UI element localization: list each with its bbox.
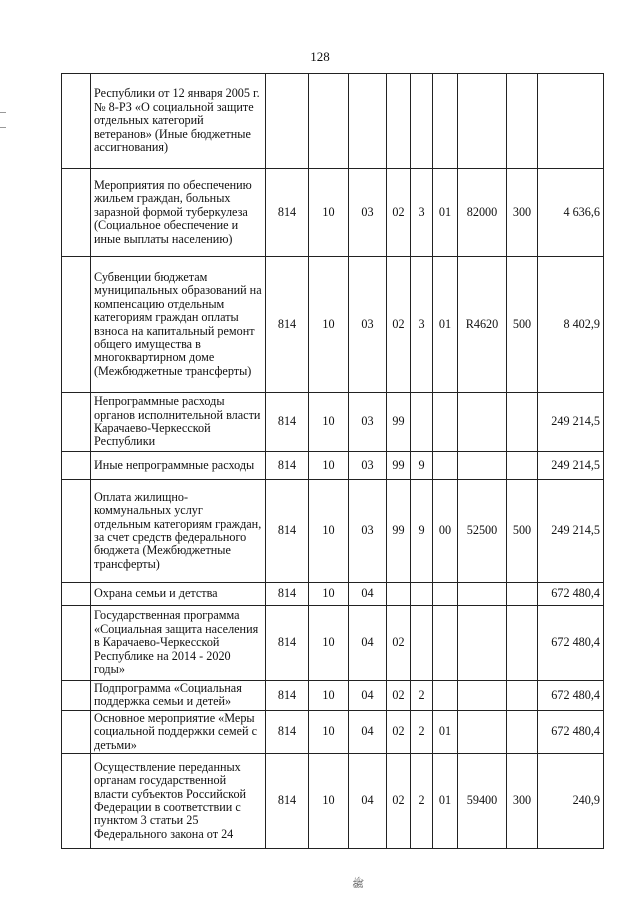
subprogram-code: 2 — [411, 754, 433, 849]
row-name: Республики от 12 января 2005 г. № 8-РЗ «О социальной защите отдельных категорий ветеранов» (Иные бюджетные ассигнования) — [91, 74, 266, 169]
program-code: 02 — [387, 169, 411, 257]
expense-type-code: 500 — [507, 480, 538, 583]
activity-code: 01 — [433, 754, 458, 849]
direction-code — [458, 681, 507, 711]
activity-code: 01 — [433, 257, 458, 393]
expense-type-code: 500 — [507, 257, 538, 393]
subprogram-code — [411, 583, 433, 606]
direction-code — [458, 583, 507, 606]
row-amount: 672 480,4 — [538, 710, 604, 753]
table-row — [62, 393, 604, 452]
subprogram-code: 2 — [411, 710, 433, 753]
section-code — [309, 74, 349, 169]
subsection-code: 03 — [349, 480, 387, 583]
row-name: Субвенции бюджетам муниципальных образований на компенсацию отдельным категориям граждан оплаты взноса на капитальный ремонт общего имущества в многоквартирном доме (Межбюджетные трансферты) — [91, 257, 266, 393]
table-row — [62, 480, 604, 583]
row-amount — [538, 74, 604, 169]
row-name: Мероприятия по обеспечению жильем граждан, больных заразной формой туберкулеза (Социальное обеспечение и иные выплаты населению) — [91, 169, 266, 257]
row-amount: 672 480,4 — [538, 681, 604, 711]
subsection-code: 03 — [349, 169, 387, 257]
expense-type-code — [507, 393, 538, 452]
subprogram-code — [411, 606, 433, 681]
row-indent-cell — [62, 681, 91, 711]
expense-type-code: 300 — [507, 169, 538, 257]
subprogram-code: 3 — [411, 257, 433, 393]
row-indent-cell — [62, 583, 91, 606]
ministry-code: 814 — [266, 393, 309, 452]
program-code: 99 — [387, 393, 411, 452]
row-amount: 672 480,4 — [538, 583, 604, 606]
subprogram-code: 9 — [411, 480, 433, 583]
subprogram-code — [411, 74, 433, 169]
direction-code — [458, 452, 507, 480]
section-code: 10 — [309, 710, 349, 753]
direction-code: 52500 — [458, 480, 507, 583]
subsection-code: 04 — [349, 681, 387, 711]
row-amount: 8 402,9 — [538, 257, 604, 393]
ministry-code: 814 — [266, 606, 309, 681]
table-row — [62, 681, 604, 711]
section-code: 10 — [309, 606, 349, 681]
expense-type-code — [507, 606, 538, 681]
section-code: 10 — [309, 257, 349, 393]
program-code: 99 — [387, 452, 411, 480]
table-row — [62, 583, 604, 606]
table-row — [62, 257, 604, 393]
row-amount: 4 636,6 — [538, 169, 604, 257]
subsection-code: 04 — [349, 583, 387, 606]
section-code: 10 — [309, 681, 349, 711]
direction-code: R4620 — [458, 257, 507, 393]
subprogram-code: 3 — [411, 169, 433, 257]
subsection-code: 03 — [349, 452, 387, 480]
activity-code — [433, 681, 458, 711]
program-code — [387, 74, 411, 169]
row-indent-cell — [62, 257, 91, 393]
row-amount: 249 214,5 — [538, 480, 604, 583]
row-amount: 672 480,4 — [538, 606, 604, 681]
row-indent-cell — [62, 710, 91, 753]
subsection-code: 04 — [349, 754, 387, 849]
table-row — [62, 169, 604, 257]
section-code: 10 — [309, 452, 349, 480]
row-indent-cell — [62, 393, 91, 452]
page-number: 128 — [310, 49, 330, 64]
subprogram-code — [411, 393, 433, 452]
ministry-code: 814 — [266, 480, 309, 583]
subsection-code: 04 — [349, 606, 387, 681]
direction-code — [458, 710, 507, 753]
activity-code: 01 — [433, 169, 458, 257]
ministry-code — [266, 74, 309, 169]
ministry-code: 814 — [266, 583, 309, 606]
ministry-code: 814 — [266, 710, 309, 753]
subprogram-code: 9 — [411, 452, 433, 480]
direction-code: 82000 — [458, 169, 507, 257]
program-code: 99 — [387, 480, 411, 583]
activity-code — [433, 452, 458, 480]
scan-edge-mark — [0, 112, 6, 113]
section-code: 10 — [309, 480, 349, 583]
row-name: Оплата жилищно-коммунальных услуг отдельным категориям граждан, за счет средств федерального бюджета (Межбюджетные трансферты) — [91, 480, 266, 583]
row-name: Иные непрограммные расходы — [91, 452, 266, 480]
row-name: Охрана семьи и детства — [91, 583, 266, 606]
expense-type-code: 300 — [507, 754, 538, 849]
expense-type-code — [507, 710, 538, 753]
row-amount: 249 214,5 — [538, 452, 604, 480]
expense-type-code — [507, 681, 538, 711]
direction-code — [458, 74, 507, 169]
row-indent-cell — [62, 452, 91, 480]
subprogram-code: 2 — [411, 681, 433, 711]
row-indent-cell — [62, 169, 91, 257]
row-amount: 240,9 — [538, 754, 604, 849]
program-code: 02 — [387, 710, 411, 753]
ministry-code: 814 — [266, 452, 309, 480]
table-row — [62, 452, 604, 480]
section-code: 10 — [309, 169, 349, 257]
expense-type-code — [507, 74, 538, 169]
subsection-code — [349, 74, 387, 169]
table-row — [62, 710, 604, 753]
expense-type-code — [507, 452, 538, 480]
row-indent-cell — [62, 606, 91, 681]
ministry-code: 814 — [266, 257, 309, 393]
table-row — [62, 74, 604, 169]
table-row — [62, 606, 604, 681]
row-indent-cell — [62, 74, 91, 169]
direction-code: 59400 — [458, 754, 507, 849]
program-code: 02 — [387, 606, 411, 681]
row-name: Непрограммные расходы органов исполнительной власти Карачаево-Черкесской Республики — [91, 393, 266, 452]
row-name: Государственная программа «Социальная защита населения в Карачаево-Черкесской Республике на 2014 - 2020 годы» — [91, 606, 266, 681]
row-indent-cell — [62, 480, 91, 583]
scan-edge-mark — [0, 127, 6, 128]
subsection-code: 04 — [349, 710, 387, 753]
footer-mark: ﷺ — [352, 879, 365, 890]
section-code: 10 — [309, 393, 349, 452]
activity-code — [433, 606, 458, 681]
program-code: 02 — [387, 257, 411, 393]
program-code — [387, 583, 411, 606]
direction-code — [458, 393, 507, 452]
section-code: 10 — [309, 583, 349, 606]
activity-code — [433, 74, 458, 169]
program-code: 02 — [387, 681, 411, 711]
ministry-code: 814 — [266, 754, 309, 849]
ministry-code: 814 — [266, 681, 309, 711]
row-name: Осуществление переданных органам государственной власти субъектов Российской Федерации в соответствии с пунктом 3 статьи 25 Федерального закона от 24 — [91, 754, 266, 849]
expense-type-code — [507, 583, 538, 606]
activity-code: 00 — [433, 480, 458, 583]
direction-code — [458, 606, 507, 681]
activity-code: 01 — [433, 710, 458, 753]
ministry-code: 814 — [266, 169, 309, 257]
row-name: Основное мероприятие «Меры социальной поддержки семей с детьми» — [91, 710, 266, 753]
row-name: Подпрограмма «Социальная поддержка семьи и детей» — [91, 681, 266, 711]
activity-code — [433, 393, 458, 452]
budget-table — [61, 73, 604, 849]
row-amount: 249 214,5 — [538, 393, 604, 452]
section-code: 10 — [309, 754, 349, 849]
activity-code — [433, 583, 458, 606]
program-code: 02 — [387, 754, 411, 849]
row-indent-cell — [62, 754, 91, 849]
table-row — [62, 754, 604, 849]
subsection-code: 03 — [349, 257, 387, 393]
subsection-code: 03 — [349, 393, 387, 452]
